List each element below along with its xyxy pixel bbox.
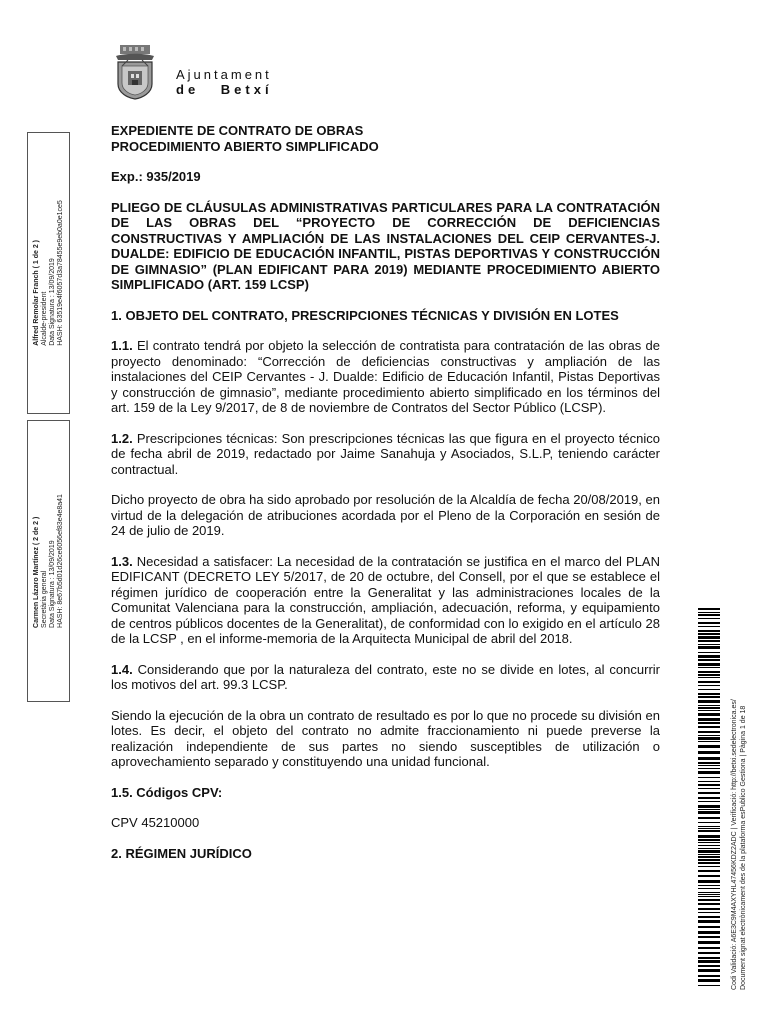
signer-role: Alcalde-president <box>40 291 48 346</box>
barcode-bar <box>698 845 720 846</box>
clause-number: 1.4. <box>111 661 133 677</box>
clause-text: Prescripciones técnicas: Son prescripciones técnicas las que figura en el proyecto técnico de fecha abril de 2019, redactado por Jaime Sanahuja y Asociados, S.L.P, teniendo carácter contractual. <box>111 430 660 477</box>
barcode-bar <box>698 655 720 658</box>
signature-date: Data Signatura : 13/09/2019 <box>48 540 56 628</box>
barcode-bar <box>698 685 720 686</box>
barcode-bar <box>698 894 720 895</box>
barcode-bar <box>698 811 720 814</box>
barcode-bar <box>698 667 720 668</box>
clause-text: Necesidad a satisfacer: La necesidad de la contratación se justifica en el marco del PLAN EDIFICANT (DECRETO LEY 5/2017, de 20 de octubre, del Consell, por el que se establece el régimen jurídico de cooperación entre la Generalitat y las administraciones locales de la Comunitat Valenciana para la construcción, ampliación, adecuación, reforma, y equipamiento de centros públicos docentes de la Generalitat), de conformidad con lo exigido en el artículo 28 de la LCSP , en el informe-memoria de la Arquitecta Municipal de abril del 2018. <box>111 553 660 646</box>
paragraph-1-3 <box>111 554 660 647</box>
barcode-bar <box>698 713 720 716</box>
barcode-bar <box>698 926 720 928</box>
barcode-bar <box>698 722 720 724</box>
barcode-bar <box>698 640 720 642</box>
barcode-bar <box>698 912 720 913</box>
barcode-bar <box>698 663 720 666</box>
town-line-1: Ajuntament <box>176 67 272 82</box>
barcode-bar <box>698 710 720 711</box>
barcode-bar <box>698 801 720 802</box>
barcode-bar <box>698 765 720 766</box>
validation-page-line: Document signat electrònicament des de la plataforma esPublico Gestiona | Pàgina 1 de 18 <box>740 705 747 990</box>
barcode-bar <box>698 848 720 849</box>
barcode-bar <box>698 636 720 639</box>
barcode-bar <box>698 805 720 808</box>
signer-role: Secretària general <box>40 570 48 628</box>
barcode-bar <box>698 856 720 858</box>
barcode-bar <box>698 854 720 855</box>
barcode-bar <box>698 960 720 963</box>
barcode-bar <box>698 809 720 810</box>
barcode-bar <box>698 771 720 774</box>
barcode-bar <box>698 633 720 635</box>
barcode-bar <box>698 931 720 934</box>
signature-stamp-1 <box>27 132 70 414</box>
barcode-bar <box>698 979 720 982</box>
barcode-bar <box>698 693 720 695</box>
paragraph-1-2-approval: Dicho proyecto de obra ha sido aprobado por resolución de la Alcaldía de fecha 20/08/2019, en virtud de la delegación de atribuciones acordada por el Pleno de la Corporación en sesión de 24 de julio de 2019. <box>111 492 660 538</box>
paragraph-1-1 <box>111 338 660 416</box>
barcode-bar <box>698 659 720 661</box>
barcode-bar <box>698 768 720 769</box>
barcode-bar <box>698 975 720 977</box>
doc-title-1: EXPEDIENTE DE CONTRATO DE OBRAS <box>111 123 364 138</box>
barcode-bar <box>698 696 720 698</box>
barcode-bar <box>698 646 720 649</box>
cpv-code: CPV 45210000 <box>111 815 200 830</box>
barcode-bar <box>698 731 720 733</box>
barcode-bar <box>698 828 720 829</box>
barcode-bar <box>698 707 720 709</box>
barcode-bar <box>698 689 720 690</box>
barcode-bar <box>698 630 720 632</box>
barcode-bar <box>698 618 720 619</box>
document-body <box>111 123 660 861</box>
barcode-bar <box>698 830 720 832</box>
barcode-bar <box>698 671 720 673</box>
barcode-bar <box>698 903 720 905</box>
barcode-bar <box>698 741 720 742</box>
barcode-bar <box>698 916 720 918</box>
town-line-2: de Betxí <box>176 82 273 97</box>
barcode-bar <box>698 880 720 883</box>
barcode-bar <box>698 985 720 986</box>
barcode-bar <box>698 952 720 954</box>
doc-title-2: PROCEDIMIENTO ABIERTO SIMPLIFICADO <box>111 138 379 154</box>
barcode-bar <box>698 737 720 740</box>
signature-hash: HASH: 8e67b5d01d26ce6056ef83e4e8a41 <box>56 494 64 628</box>
barcode-bar <box>698 862 720 864</box>
barcode-bar <box>698 899 720 901</box>
barcode-bar <box>698 842 720 843</box>
barcode-bar <box>698 626 720 627</box>
barcode-bar <box>698 947 720 949</box>
barcode-bar <box>698 681 720 683</box>
barcode-bar <box>698 745 720 748</box>
barcode-bar <box>698 965 720 967</box>
section-1-5-heading: 1.5. Códigos CPV: <box>111 784 223 800</box>
signature-date: Data Signatura : 13/09/2019 <box>48 258 56 346</box>
barcode-bar <box>698 700 720 703</box>
barcode-bar <box>698 608 720 610</box>
barcode-bar <box>698 644 720 645</box>
barcode-bar <box>698 839 720 841</box>
signature-stamp-2 <box>27 420 70 702</box>
barcode-bar <box>698 888 720 889</box>
clause-number: 1.3. <box>111 553 133 569</box>
clause-number: 1.1. <box>111 338 133 353</box>
barcode-bar <box>698 850 720 853</box>
expedient-number: Exp.: 935/2019 <box>111 169 201 184</box>
town-name <box>176 67 273 97</box>
barcode-bar <box>698 762 720 764</box>
signer-name: Carmen Lázaro Martínez ( 2 de 2 ) <box>32 516 40 628</box>
barcode-bar <box>698 870 720 872</box>
barcode-bar <box>698 735 720 736</box>
barcode-bar <box>698 859 720 861</box>
paragraph-1-2 <box>111 431 660 478</box>
barcode-bar <box>698 622 720 624</box>
section-1-heading: 1. OBJETO DEL CONTRATO, PRESCRIPCIONES TÉCNICAS Y DIVISIÓN EN LOTES <box>111 307 619 323</box>
barcode-bar <box>698 892 720 893</box>
barcode-bar <box>698 751 720 754</box>
verification-barcode <box>698 608 720 988</box>
barcode-bar <box>698 957 720 959</box>
paragraph-1-4 <box>111 662 660 693</box>
barcode-bar <box>698 781 720 782</box>
coat-of-arms-logo <box>114 44 156 100</box>
barcode-bar <box>698 726 720 728</box>
clause-number: 1.2. <box>111 430 133 446</box>
clause-text: Considerando que por la naturaleza del contrato, este no se divide en lotes, al concurrir los motivos del art. 99.3 LCSP. <box>111 661 660 692</box>
barcode-bar <box>698 896 720 897</box>
barcode-bar <box>698 674 720 676</box>
barcode-bar <box>698 941 720 944</box>
barcode-bar <box>698 612 720 613</box>
signer-name: Alfred Remolar Franch ( 1 de 2 ) <box>32 239 40 346</box>
barcode-bar <box>698 936 720 938</box>
barcode-bar <box>698 792 720 794</box>
barcode-bar <box>698 969 720 972</box>
barcode-bar <box>698 652 720 653</box>
barcode-bar <box>698 920 720 923</box>
barcode-bar <box>698 822 720 823</box>
barcode-bar <box>698 885 720 886</box>
barcode-bar <box>698 614 720 616</box>
barcode-bar <box>698 788 720 789</box>
barcode-bar <box>698 777 720 778</box>
barcode-bar <box>698 835 720 838</box>
paragraph-1-4-lots: Siendo la ejecución de la obra un contrato de resultado es por lo que no procede su división en lotes. Es decir, el objeto del contrato no admite fraccionamiento ni puede preverse la realización independiente de sus partes no siendo susceptibles de utilización o aprovechamiento separado y constituyendo una unidad funcional. <box>111 707 660 769</box>
pliego-heading: PLIEGO DE CLÁUSULAS ADMINISTRATIVAS PARTICULARES PARA LA CONTRATACIÓN DE LAS OBRAS DEL “PROYECTO DE CORRECCIÓN DE DEFICIENCIAS CONSTRUCTIVAS Y AMPLIACIÓN DE LAS INSTALACIONES DEL CEIP CERVANTES-J. DUALDE: EDIFICIO DE EDUCACIÓN INFANTIL, PISTAS DEPORTIVAS Y CONSTRUCCIÓN DE GIMNASIO” (PLAN EDIFICANT PARA 2019) MEDIANTE PROCEDIMIENTO ABIERTO SIMPLIFICADO (ART. 159 LCSP) <box>111 199 660 292</box>
barcode-bar <box>698 817 720 819</box>
barcode-bar <box>698 908 720 910</box>
barcode-bar <box>698 797 720 799</box>
barcode-bar <box>698 677 720 678</box>
barcode-bar <box>698 784 720 786</box>
clause-text: El contrato tendrá por objeto la selección de contratista para contratación de las obras de proyecto denominado: “Corrección de deficiencias constructivas y ampliación de las instalaciones del CEIP Cervantes - J. Dualde: Edificio de Educación Infantil, Pistas Deportivas y construcción de gimnasio”, mediante procedimiento abierto simplificado en los términos del art. 159 de la Ley 9/2017, de 8 de noviembre de Contratos del Sector Público (LCSP). <box>111 338 660 415</box>
barcode-bar <box>698 705 720 706</box>
barcode-bar <box>698 826 720 827</box>
barcode-bar <box>698 757 720 760</box>
section-2-heading: 2. RÉGIMEN JURÍDICO <box>111 845 252 861</box>
barcode-bar <box>698 866 720 867</box>
validation-code-line: Codi Validació: A6E3C9M4AXYHL47456KDZ2ADC | Verificació: http://betxi.sedelectronica.es/ <box>731 699 738 990</box>
signature-hash: HASH: 63519e4f6057d3a78455e9eb0a0e1ce5 <box>56 200 64 346</box>
barcode-bar <box>698 875 720 877</box>
barcode-bar <box>698 718 720 721</box>
